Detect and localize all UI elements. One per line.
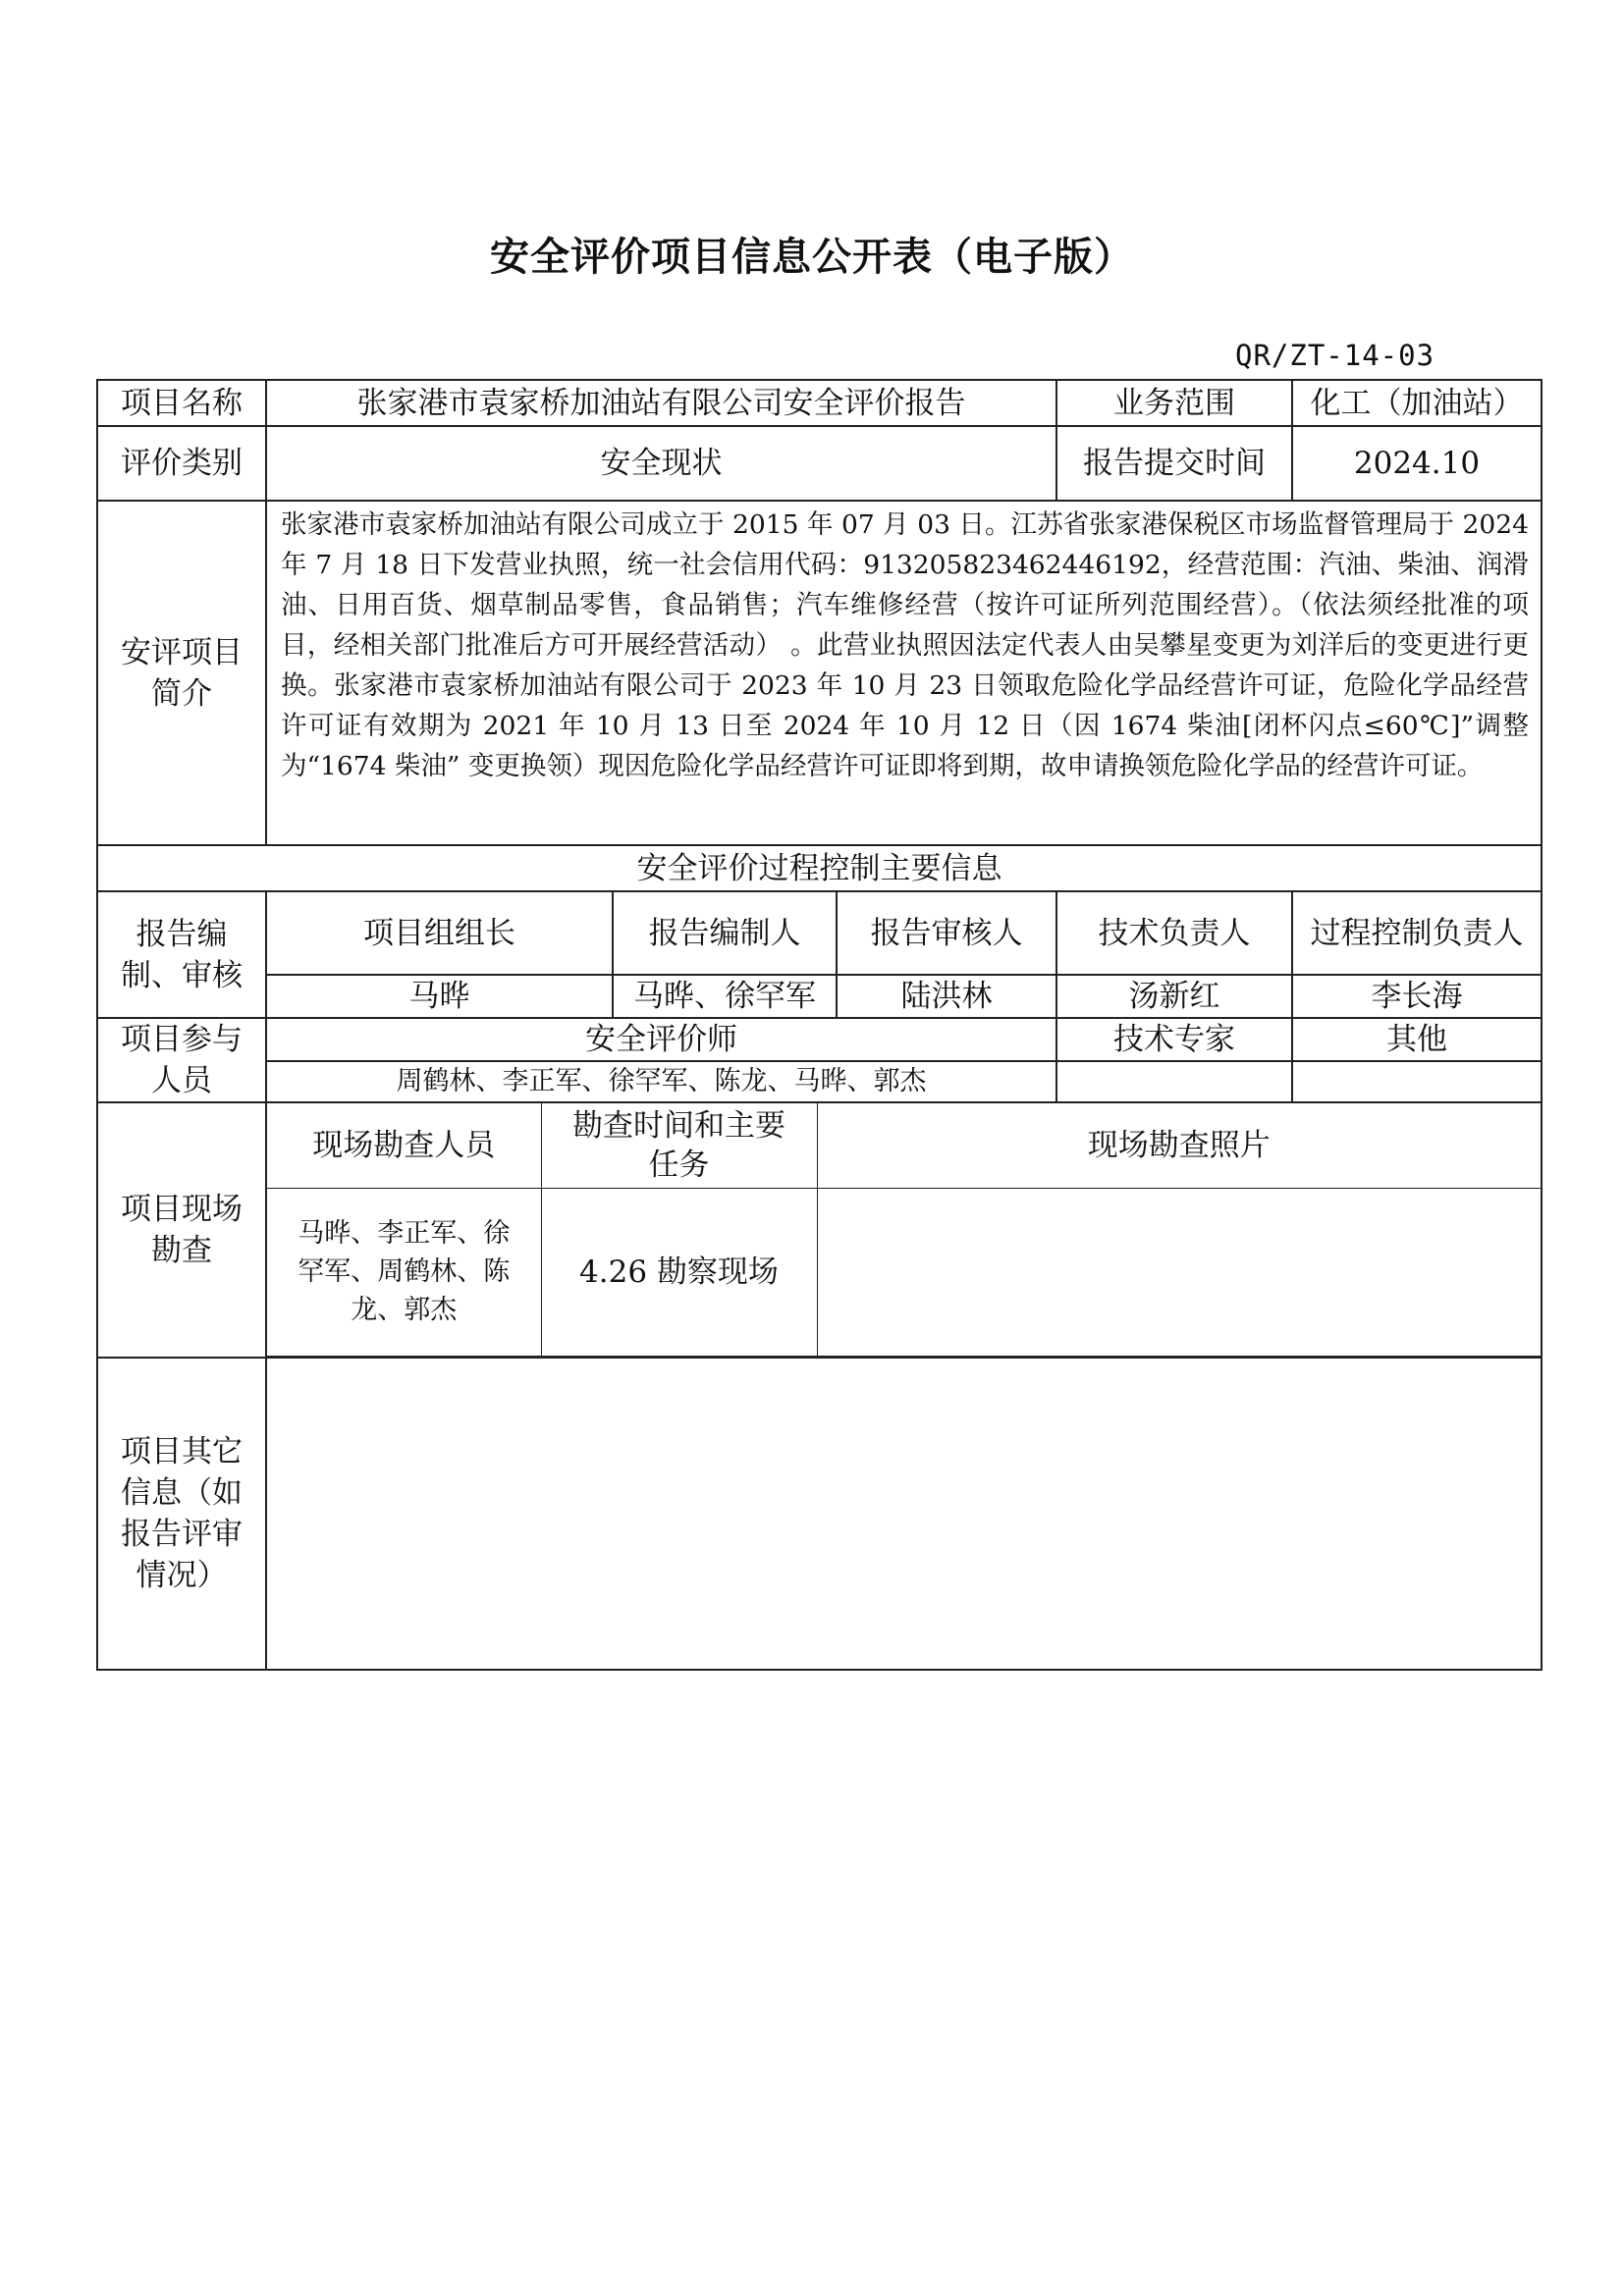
label-intro: 安评项目 简介 xyxy=(97,501,266,845)
header-other: 其他 xyxy=(1292,1018,1542,1061)
other xyxy=(1292,1061,1542,1102)
row-participant-headers xyxy=(97,1018,1542,1061)
process-header: 安全评价过程控制主要信息 xyxy=(97,845,1542,891)
label-survey: 项目现场 勘查 xyxy=(97,1102,266,1358)
survey-photos xyxy=(817,1188,1541,1356)
tech-lead: 汤新红 xyxy=(1056,975,1292,1018)
header-report-writer: 报告编制人 xyxy=(613,891,837,975)
row-intro xyxy=(97,501,1542,845)
survey-table xyxy=(267,1103,1541,1357)
other-info-content xyxy=(266,1358,1542,1670)
header-team-leader: 项目组组长 xyxy=(266,891,613,975)
label-other-info: 项目其它 信息（如 报告评审 情况） xyxy=(97,1358,266,1670)
survey-staff: 马晔、李正军、徐 罕军、周鹤林、陈 龙、郭杰 xyxy=(267,1188,541,1356)
label-submit-time: 报告提交时间 xyxy=(1056,426,1292,501)
row-category xyxy=(97,426,1542,501)
business-scope: 化工（加油站） xyxy=(1292,380,1542,426)
label-project-name: 项目名称 xyxy=(97,380,266,426)
row-process-header xyxy=(97,845,1542,891)
document-title: 安全评价项目信息公开表（电子版） xyxy=(490,235,1134,280)
header-evaluators: 安全评价师 xyxy=(266,1018,1056,1061)
row-report-values xyxy=(97,975,1542,1018)
survey-cell xyxy=(266,1102,1542,1358)
header-survey-time: 勘查时间和主要 任务 xyxy=(541,1103,817,1188)
header-process-lead: 过程控制负责人 xyxy=(1292,891,1542,975)
process-lead: 李长海 xyxy=(1292,975,1542,1018)
project-name: 张家港市袁家桥加油站有限公司安全评价报告 xyxy=(266,380,1056,426)
label-business-scope: 业务范围 xyxy=(1056,380,1292,426)
team-leader: 马晔 xyxy=(266,975,613,1018)
experts xyxy=(1056,1061,1292,1102)
evaluation-category: 安全现状 xyxy=(266,426,1056,501)
survey-time-task: 4.26 勘察现场 xyxy=(541,1188,817,1356)
report-reviewer: 陆洪林 xyxy=(837,975,1056,1018)
row-participant-values xyxy=(97,1061,1542,1102)
header-tech-lead: 技术负责人 xyxy=(1056,891,1292,975)
info-table xyxy=(96,379,1543,1671)
row-other-info xyxy=(97,1358,1542,1670)
submit-time: 2024.10 xyxy=(1292,426,1542,501)
header-report-reviewer: 报告审核人 xyxy=(837,891,1056,975)
header-survey-photos: 现场勘查照片 xyxy=(817,1103,1541,1188)
header-experts: 技术专家 xyxy=(1056,1018,1292,1061)
row-project-name xyxy=(97,380,1542,426)
row-report-headers xyxy=(97,891,1542,975)
intro-text: 张家港市袁家桥加油站有限公司成立于 2015 年 07 月 03 日。江苏省张家港保税区市场监督管理局于 2024 年 7 月 18 日下发营业执照，统一社会信用代码：913205823462446192，经营范围：汽油、柴油、润滑油、日用百货、烟草制品零售，食品销售；汽车维修经营（按许可证所列范围经营）。（依法须经批准的项目，经相关部门批准后方可开展经营活动） 。此营业执照因法定代表人由吴攀星变更为刘洋后的变更进行更换。张家港市袁家桥加油站有限公司于 2023 年 10 月 23 日领取危险化学品经营许可证，危险化学品经营许可证有效期为 2021 年 10 月 13 日至 2024 年 10 月 12 日（因 1674 柴油[闭杯闪点≤60℃]”调整为“1674 柴油” 变更换领）现因危险化学品经营许可证即将到期，故申请换领危险化学品的经营许可证。 xyxy=(266,501,1542,845)
row-survey xyxy=(97,1102,1542,1358)
report-writer: 马晔、徐罕军 xyxy=(613,975,837,1018)
label-participants: 项目参与 人员 xyxy=(97,1018,266,1102)
header-survey-staff: 现场勘查人员 xyxy=(267,1103,541,1188)
label-report: 报告编 制、审核 xyxy=(97,891,266,1018)
evaluators: 周鹤林、李正军、徐罕军、陈龙、马晔、郭杰 xyxy=(266,1061,1056,1102)
document-code: QR/ZT-14-03 xyxy=(1235,339,1435,372)
label-category: 评价类别 xyxy=(97,426,266,501)
